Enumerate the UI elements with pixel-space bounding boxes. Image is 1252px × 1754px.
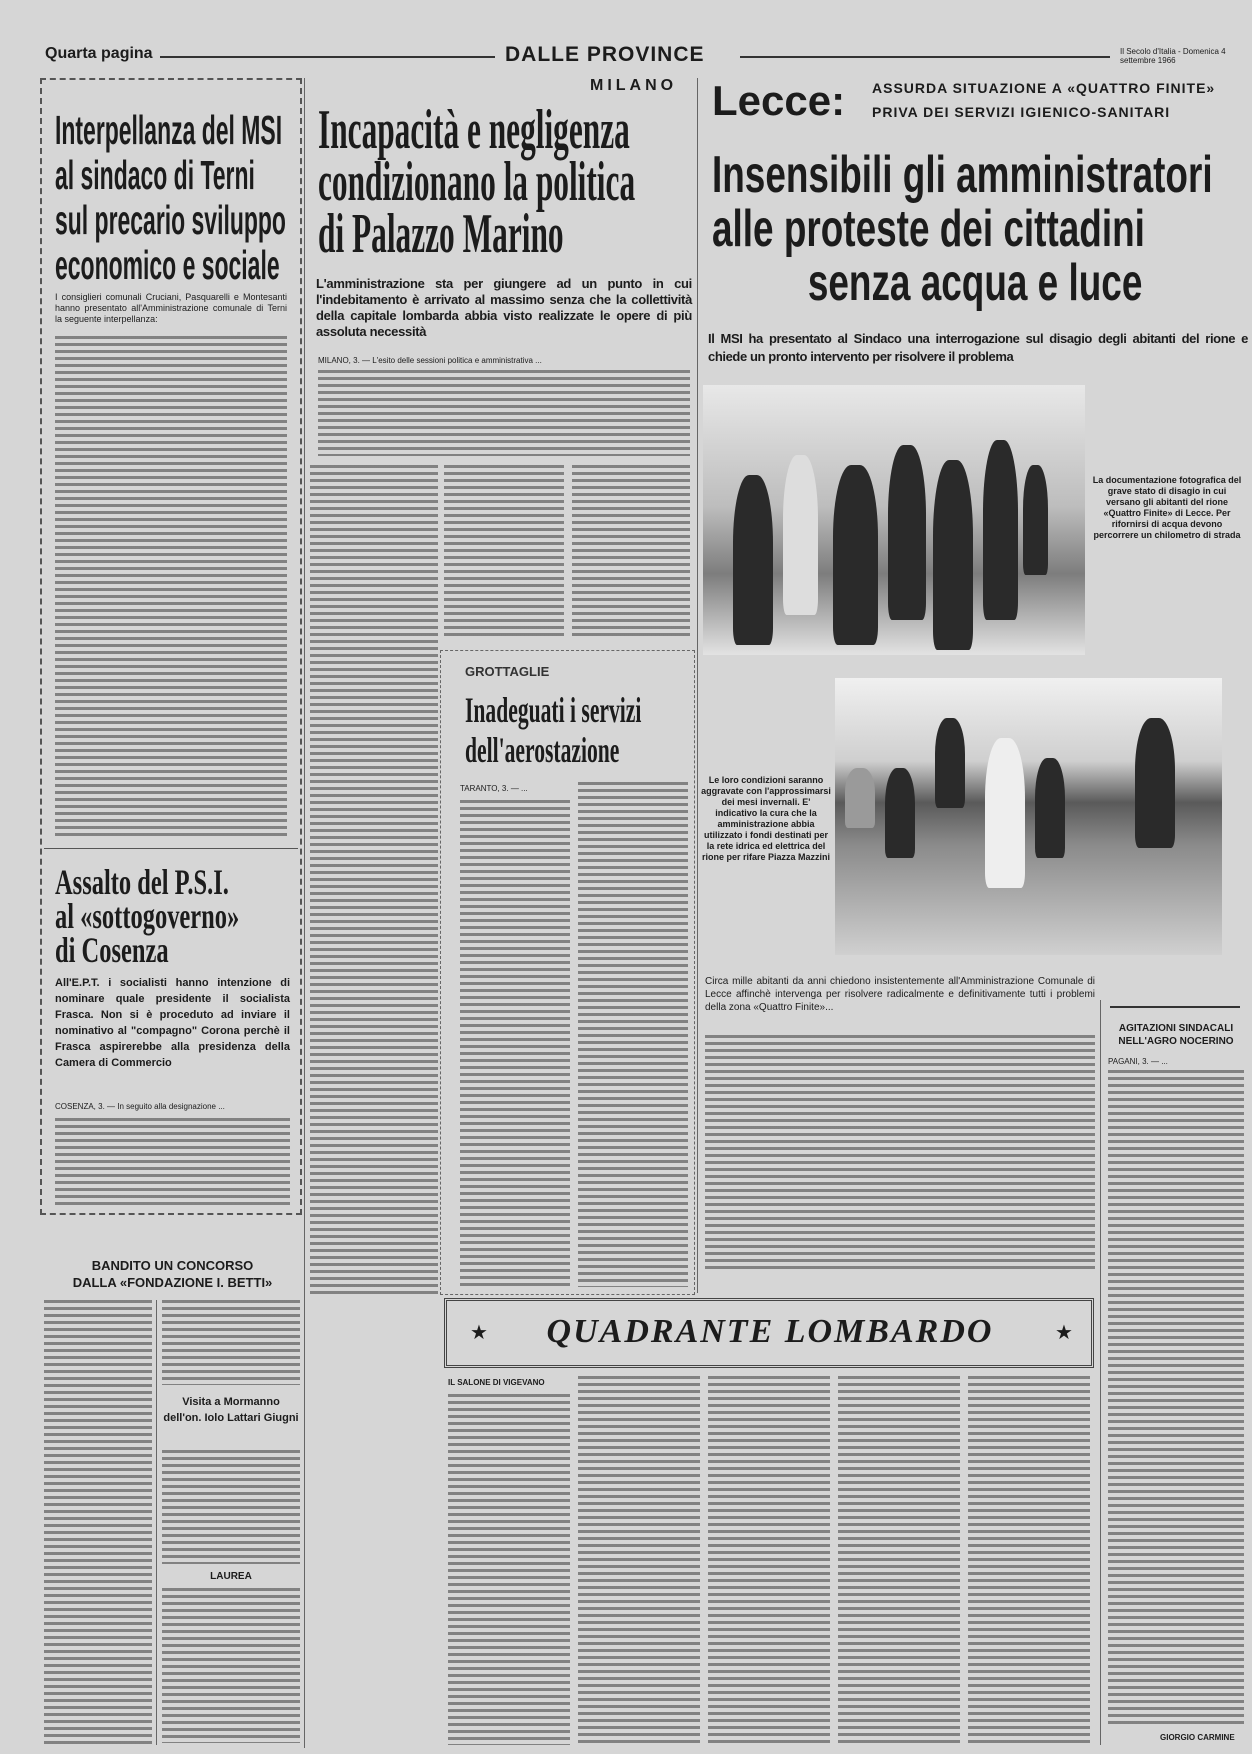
lecce-caption-2: Le loro condizioni saranno aggravate con l'approssimarsi dei mesi invernali. E' indicativo la cura che la amministrazione abbia utilizzato i fondi destinati per la rete idrica ed elettrica del rione per rifare Piazza Mazzini: [701, 775, 831, 862]
lecce-caption-1: La documentazione fotografica del grave stato di disagio in cui versano gli abitanti del rione «Quattro Finite» di Lecce. Per rifornirsi di acqua devono percorrere un chilometro di strada: [1092, 475, 1242, 540]
grottaglie-headline: Inadeguati i servizi dell'aerostazione: [465, 690, 642, 770]
quadrante-col-1: [448, 1394, 570, 1745]
milano-col-1: [310, 465, 438, 1295]
quadrante-col-2: [578, 1376, 700, 1745]
divider: [160, 56, 495, 58]
milano-deck: L'amministrazione sta per giungere ad un punto in cui l'indebitamento è arrivato al massimo senza che la collettività della capitale lombarda abbia visto realizzate le opere di più assoluta necessità: [316, 276, 692, 339]
page-label: Quarta pagina: [45, 45, 153, 62]
nocera-lead: PAGANI, 3. — ...: [1108, 1057, 1168, 1066]
quadrante-col-5: [968, 1376, 1090, 1745]
terni-body: [55, 336, 287, 838]
mormanno-body: [162, 1450, 300, 1564]
divider: [44, 848, 298, 849]
star-icon: ★: [1055, 1322, 1073, 1344]
cosenza-deck: All'E.P.T. i socialisti hanno intenzione di nominare quale presidente il socialista Frasca. Non si è proceduto ad inviare il nominativo al "compagno" Corona perchè il Frasca aspirerebbe alla presidenza della Camera di Commercio: [55, 977, 290, 1069]
grottaglie-col-2: [578, 782, 688, 1287]
milano-col-2: [444, 465, 564, 640]
quadrante-col-4: [838, 1376, 960, 1745]
mormanno-headline: Visita a Mormanno dell'on. Iolo Lattari Giugni: [163, 1396, 299, 1424]
laurea-heading: LAUREA: [210, 1571, 252, 1582]
milano-col-3: [572, 465, 690, 640]
betti-body-cont: [162, 1300, 300, 1385]
divider: [697, 78, 698, 1293]
laurea-body: [162, 1588, 300, 1743]
grottaglie-kicker: GROTTAGLIE: [465, 664, 550, 679]
quadrante-lead: IL SALONE DI VIGEVANO: [448, 1378, 545, 1387]
lecce-deck: Il MSI ha presentato al Sindaco una interrogazione sul disagio degli abitanti del rione e chiede un pronto intervento per risolvere il problema: [708, 331, 1248, 364]
milano-lead: MILANO, 3. — L'esito delle sessioni politica e amministrativa ...: [318, 356, 542, 365]
terni-lead: I consiglieri comunali Cruciani, Pasquarelli e Montesanti hanno presentato all'Amministrazione comunale di Terni la seguente interpellanza:: [55, 292, 287, 324]
terni-headline: Interpellanza del MSI al sindaco di Terni sul precario sviluppo economico e sociale: [55, 107, 286, 288]
milano-intro: [318, 370, 690, 456]
divider: [1100, 1000, 1101, 1745]
milano-headline: Incapacità e negligenza condizionano la politica di Palazzo Marino: [318, 99, 636, 265]
cosenza-headline: Assalto del P.S.I. al «sottogoverno» di Cosenza: [55, 862, 240, 970]
nocera-byline: GIORGIO CARMINE: [1160, 1733, 1235, 1742]
lecce-photo-2: [835, 678, 1222, 955]
star-icon: ★: [470, 1322, 488, 1344]
lecce-lead: Circa mille abitanti da anni chiedono insistentemente all'Amministrazione Comunale di Lecce affinchè intervenga per risolvere radicalmente e definitivamente tutti i problemi della zona «Quattro Finite»...: [705, 976, 1095, 1013]
lecce-photo-1: [703, 385, 1085, 655]
masthead-date: Il Secolo d'Italia - Domenica 4 settembre 1966: [1120, 47, 1226, 65]
divider: [1110, 1006, 1240, 1008]
quadrante-col-3: [708, 1376, 830, 1745]
milano-kicker: MILANO: [590, 77, 678, 94]
cosenza-body: [55, 1118, 290, 1206]
lecce-kicker: ASSURDA SITUAZIONE A «QUATTRO FINITE» PRIVA DEI SERVIZI IGIENICO-SANITARI: [872, 80, 1216, 120]
lecce-headline: Insensibili gli amministratori alle proteste dei cittadini senza acqua e luce: [712, 146, 1213, 312]
grottaglie-col-1: [460, 800, 570, 1286]
quadrante-title: QUADRANTE LOMBARDO: [546, 1313, 994, 1350]
nocera-body: [1108, 1070, 1244, 1726]
betti-body: [44, 1300, 152, 1745]
divider: [740, 56, 1110, 58]
lecce-body: [705, 1035, 1095, 1270]
divider: [156, 1300, 157, 1745]
grottaglie-lead: TARANTO, 3. — ...: [460, 784, 528, 793]
lecce-city: Lecce:: [712, 77, 846, 124]
nocera-headline: AGITAZIONI SINDACALI NELL'AGRO NOCERINO: [1118, 1023, 1234, 1047]
section-title: DALLE PROVINCE: [505, 43, 705, 66]
betti-headline: BANDITO UN CONCORSO DALLA «FONDAZIONE I. BETTI»: [72, 1258, 273, 1290]
divider: [304, 78, 305, 1748]
cosenza-lead: COSENZA, 3. — In seguito alla designazione ...: [55, 1102, 225, 1111]
